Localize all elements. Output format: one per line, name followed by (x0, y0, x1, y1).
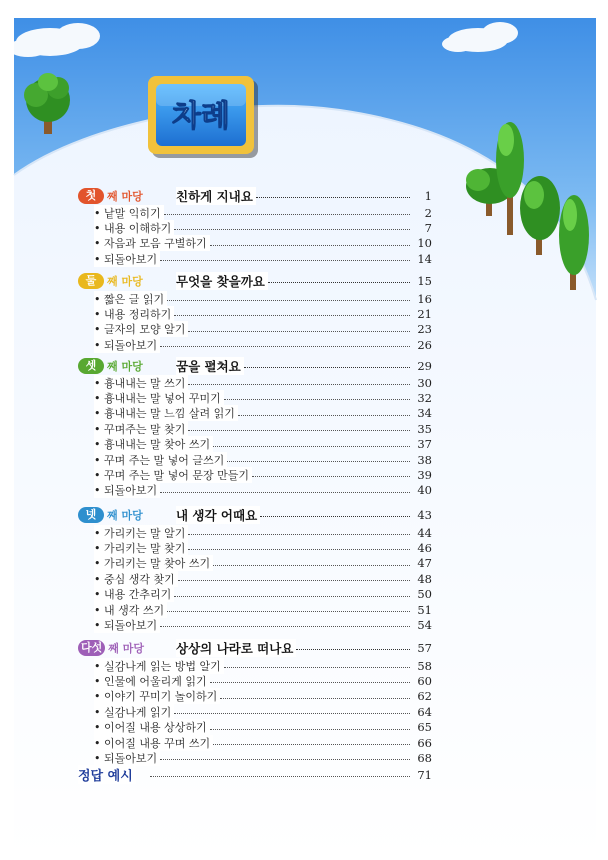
leader-dots (150, 776, 410, 777)
leader-dots (224, 399, 410, 400)
page-number: 64 (417, 704, 432, 719)
section-number: 다섯 (78, 640, 105, 656)
toc-entry-label: • 낱말 익히기 (94, 205, 164, 221)
section-label: 째 마당 (108, 642, 144, 655)
page-number: 58 (417, 658, 432, 673)
page-number: 71 (417, 767, 432, 782)
toc-entry-label: • 흉내내는 말 넣어 꾸미기 (94, 390, 224, 406)
section-title: 내 생각 어때요 (176, 506, 260, 524)
leader-dots (167, 300, 410, 301)
section-badge (78, 639, 144, 657)
toc-entry[interactable] (94, 673, 432, 688)
leader-dots (227, 461, 410, 462)
toc-entry[interactable] (94, 617, 432, 632)
toc-entry-label: • 내용 정리하기 (94, 306, 174, 322)
leader-dots (256, 197, 410, 198)
leader-dots (174, 229, 410, 230)
leader-dots (167, 611, 410, 612)
leader-dots (188, 534, 410, 535)
page-number: 30 (417, 375, 432, 390)
toc-entry[interactable] (94, 571, 432, 586)
leader-dots (160, 492, 410, 493)
toc-entry[interactable] (94, 735, 432, 750)
page-number: 2 (424, 205, 432, 220)
toc-entry[interactable] (94, 322, 432, 337)
page-number: 16 (417, 291, 432, 306)
toc-entry[interactable] (94, 220, 432, 235)
toc-entry[interactable] (94, 452, 432, 467)
answer-key-title: 정답 예시 (78, 765, 136, 784)
toc-entry-label: • 되돌아보기 (94, 251, 160, 267)
toc-entry[interactable] (94, 306, 432, 321)
toc-entry[interactable] (94, 236, 432, 251)
toc-entry-label: • 꾸며주는 말 찾기 (94, 421, 188, 437)
leader-dots (160, 260, 410, 261)
leader-dots (296, 649, 410, 650)
toc-entry[interactable] (94, 689, 432, 704)
section-badge (78, 187, 143, 205)
toc-entry-label: • 가리키는 말 찾아 쓰기 (94, 555, 213, 571)
page-number: 21 (417, 306, 432, 321)
page-number: 50 (417, 587, 432, 602)
section-title-line[interactable] (176, 358, 432, 373)
toc-entry[interactable] (94, 587, 432, 602)
leader-dots (160, 346, 410, 347)
toc-entry-label: • 꾸며 주는 말 넣어 글쓰기 (94, 452, 227, 468)
leader-dots (213, 565, 410, 566)
leader-dots (220, 698, 410, 699)
toc-entry[interactable] (94, 421, 432, 436)
section-title-line[interactable] (176, 273, 432, 288)
leader-dots (244, 367, 410, 368)
leader-dots (174, 315, 410, 316)
toc-entry-label: • 실감나게 읽기 (94, 704, 174, 720)
leader-dots (210, 729, 410, 730)
page-number: 37 (417, 437, 432, 452)
leader-dots (160, 759, 410, 760)
toc-entry[interactable] (94, 483, 432, 498)
page-number: 66 (417, 735, 432, 750)
page-number: 47 (417, 556, 432, 571)
toc-entry-label: • 자음과 모음 구별하기 (94, 235, 210, 251)
leader-dots (213, 744, 410, 745)
leader-dots (238, 415, 410, 416)
toc-entry-label: • 실감나게 읽는 방법 알기 (94, 658, 224, 674)
leader-dots (188, 549, 410, 550)
section-title: 꿈을 펼쳐요 (176, 357, 244, 375)
page-number: 7 (424, 220, 432, 235)
page-number: 43 (417, 507, 432, 522)
leader-dots (210, 682, 410, 683)
toc-entry[interactable] (94, 337, 432, 352)
leader-dots (213, 446, 410, 447)
leader-dots (188, 430, 410, 431)
toc-entry-label: • 꾸며 주는 말 넣어 문장 만들기 (94, 467, 252, 483)
toc-entry[interactable] (94, 720, 432, 735)
toc-entry[interactable] (94, 291, 432, 306)
page-number: 39 (417, 467, 432, 482)
leader-dots (268, 282, 410, 283)
toc-entry-label: • 흉내내는 말 쓰기 (94, 375, 188, 391)
leader-dots (252, 476, 410, 477)
section-label: 째 마당 (107, 275, 143, 288)
page-number: 29 (417, 358, 432, 373)
toc-entry-label: • 인물에 어울리게 읽기 (94, 673, 210, 689)
page-number: 40 (417, 483, 432, 498)
section-title-line[interactable] (176, 188, 432, 203)
toc-entry-label: • 되돌아보기 (94, 337, 160, 353)
section-number: 넷 (78, 507, 104, 523)
section-title: 무엇을 찾을까요 (176, 272, 268, 290)
page-number: 62 (417, 689, 432, 704)
toc-entry-label: • 흉내내는 말 찾아 쓰기 (94, 436, 213, 452)
leader-dots (160, 626, 410, 627)
section-number: 첫 (78, 188, 104, 204)
toc-entry[interactable] (94, 390, 432, 405)
page-number: 65 (417, 720, 432, 735)
section-badge (78, 357, 143, 375)
page-number: 54 (417, 617, 432, 632)
section-number: 둘 (78, 273, 104, 289)
toc-entry-label: • 되돌아보기 (94, 750, 160, 766)
section-label: 째 마당 (107, 509, 143, 522)
page-number: 14 (417, 251, 432, 266)
toc-entry[interactable] (94, 750, 432, 765)
section-title-line[interactable] (176, 640, 432, 655)
toc-entry[interactable] (94, 658, 432, 673)
toc-entry-label: • 이야기 꾸미기 놀이하기 (94, 688, 220, 704)
section-title-line[interactable] (176, 507, 432, 522)
toc-entry[interactable] (94, 602, 432, 617)
page-number: 44 (417, 525, 432, 540)
leader-dots (188, 331, 410, 332)
page-number: 68 (417, 750, 432, 765)
section-title: 친하게 지내요 (176, 187, 256, 205)
leader-dots (178, 580, 410, 581)
toc-entry-label: • 짧은 글 읽기 (94, 291, 167, 307)
toc-entry-label: • 이어질 내용 꾸며 쓰기 (94, 735, 213, 751)
page-number: 46 (417, 540, 432, 555)
toc-entry[interactable] (94, 556, 432, 571)
toc-entry[interactable] (94, 406, 432, 421)
toc-entry[interactable] (94, 205, 432, 220)
section-label: 째 마당 (107, 190, 143, 203)
page-number: 48 (417, 571, 432, 586)
toc-entry[interactable] (94, 251, 432, 266)
section-badge (78, 506, 143, 524)
section-badge (78, 272, 143, 290)
page-number: 38 (417, 452, 432, 467)
page-title: 차례 (172, 99, 230, 134)
leader-dots (174, 713, 410, 714)
page-number: 35 (417, 421, 432, 436)
toc-entry[interactable] (94, 375, 432, 390)
section-number: 셋 (78, 358, 104, 374)
page-number: 60 (417, 673, 432, 688)
leader-dots (260, 516, 410, 517)
toc-entry-label: • 되돌아보기 (94, 482, 160, 498)
toc-entry-label: • 흉내내는 말 느낌 살려 읽기 (94, 405, 238, 421)
toc-entry-label: • 중심 생각 찾기 (94, 571, 178, 587)
toc-entry-label: • 가리키는 말 알기 (94, 525, 188, 541)
page-number: 34 (417, 406, 432, 421)
page-number: 51 (417, 602, 432, 617)
answer-key-line[interactable] (78, 767, 432, 782)
leader-dots (224, 667, 410, 668)
toc-entry[interactable] (94, 525, 432, 540)
toc-entry-label: • 되돌아보기 (94, 617, 160, 633)
page-number: 23 (417, 322, 432, 337)
toc-entry[interactable] (94, 437, 432, 452)
leader-dots (210, 245, 410, 246)
section-title: 상상의 나라로 떠나요 (176, 639, 296, 657)
leader-dots (188, 384, 410, 385)
page-number: 15 (417, 273, 432, 288)
toc-entry[interactable] (94, 540, 432, 555)
toc-entry-label: • 이어질 내용 상상하기 (94, 719, 210, 735)
leader-dots (174, 596, 410, 597)
toc-entry[interactable] (94, 467, 432, 482)
toc-entry[interactable] (94, 704, 432, 719)
page-number: 32 (417, 390, 432, 405)
toc-entry-label: • 내 생각 쓰기 (94, 602, 167, 618)
page-number: 1 (424, 188, 432, 203)
toc-entry-label: • 글자의 모양 알기 (94, 321, 188, 337)
toc-entry-label: • 내용 이해하기 (94, 220, 174, 236)
toc-entry-label: • 내용 간추리기 (94, 586, 174, 602)
page-number: 10 (417, 236, 432, 251)
page-number: 57 (417, 640, 432, 655)
section-label: 째 마당 (107, 360, 143, 373)
toc-entry-label: • 가리키는 말 찾기 (94, 540, 188, 556)
leader-dots (164, 214, 410, 215)
page-number: 26 (417, 337, 432, 352)
